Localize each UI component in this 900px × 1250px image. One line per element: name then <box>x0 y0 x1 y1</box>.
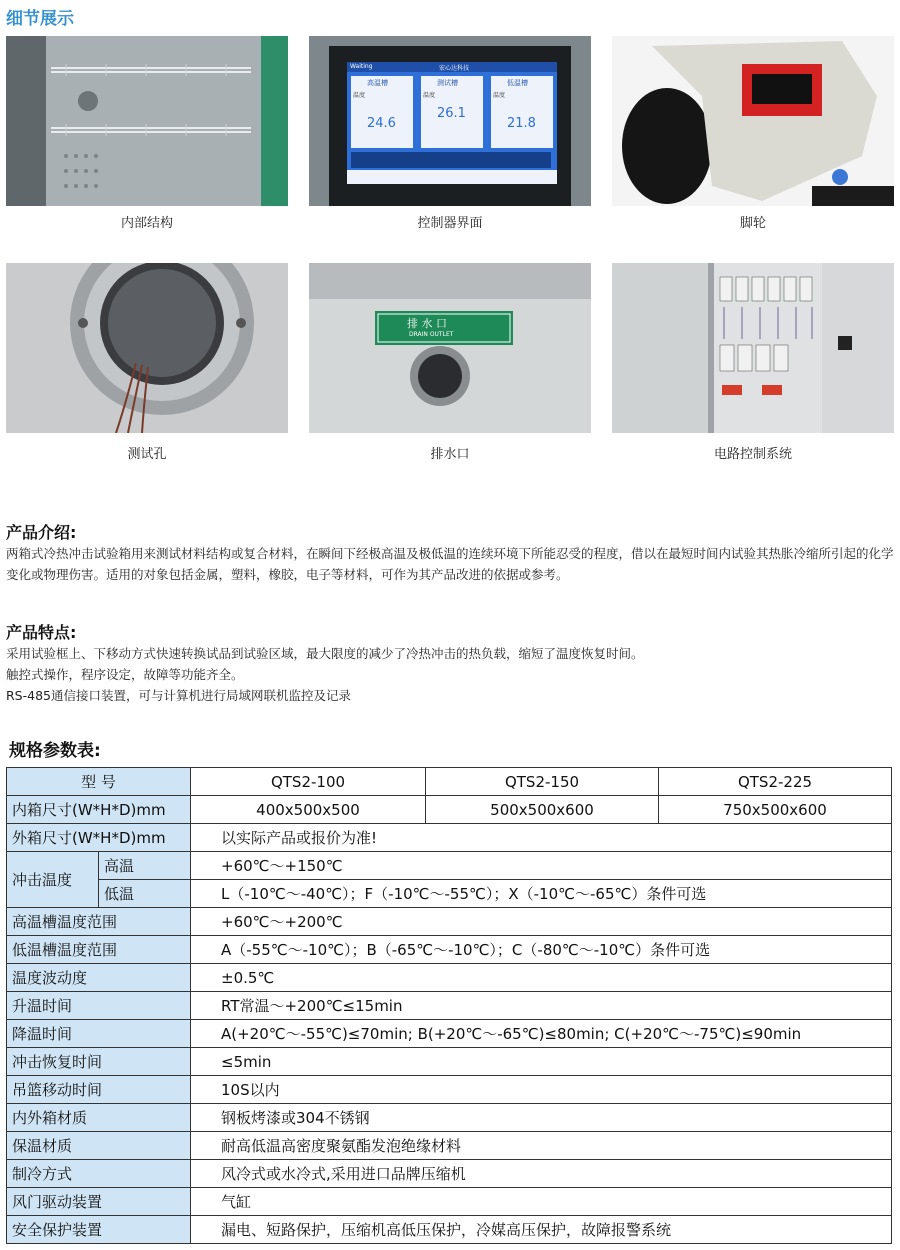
features-list <box>6 643 894 706</box>
outer-size-cell: 以实际产品或报价为准! <box>191 824 892 852</box>
spec-label: 制冷方式 <box>7 1160 191 1188</box>
drain-outlet-photo <box>309 263 591 433</box>
low-temp-label: 低温 <box>99 880 191 908</box>
spec-label: 安全保护装置 <box>7 1216 191 1244</box>
screen-zone-label: 温度 <box>493 92 506 99</box>
spec-value: A（-55℃～-10℃）；B（-65℃～-10℃）；C（-80℃～-10℃）条件可选 <box>191 936 892 964</box>
high-temp-label: 高温 <box>99 852 191 880</box>
model-cell: QTS2-150 <box>426 768 659 796</box>
table-row <box>7 880 892 908</box>
features-title: 产品特点: <box>6 623 77 642</box>
table-row <box>7 1048 892 1076</box>
screen-zone-value: 24.6 <box>367 116 396 131</box>
spec-value: 气缸 <box>191 1188 892 1216</box>
model-cell: QTS2-225 <box>659 768 892 796</box>
spec-value: 风冷式或水冷式,采用进口品牌压缩机 <box>191 1160 892 1188</box>
spec-value: +60℃～+200℃ <box>191 908 892 936</box>
model-label: 型 号 <box>7 768 191 796</box>
inner-size-cell: 750x500x600 <box>659 796 892 824</box>
interior-shelves-photo <box>6 36 288 206</box>
feature-line: 触控式操作，程序设定，故障等功能齐全。 <box>6 667 244 682</box>
spec-value: RT常温～+200℃≤15min <box>191 992 892 1020</box>
spec-label: 风门驱动装置 <box>7 1188 191 1216</box>
spec-value: 钢板烤漆或304不锈钢 <box>191 1104 892 1132</box>
table-row <box>7 936 892 964</box>
spec-label: 保温材质 <box>7 1132 191 1160</box>
photo-caption: 控制器界面 <box>417 216 483 231</box>
spec-value: A(+20℃～-55℃)≤70min; B(+20℃～-65℃)≤80min; C(+20℃～-75℃)≤90min <box>191 1020 892 1048</box>
spec-label: 升温时间 <box>7 992 191 1020</box>
table-row <box>7 796 892 824</box>
inner-size-cell: 500x500x600 <box>426 796 659 824</box>
photo-caption: 测试孔 <box>127 447 167 462</box>
drain-plate-en-text: DRAIN OUTLET <box>409 331 454 338</box>
spec-label: 冲击恢复时间 <box>7 1048 191 1076</box>
shock-temp-label: 冲击温度 <box>7 852 99 908</box>
circuit-control-photo <box>612 263 894 433</box>
photo-caption: 内部结构 <box>120 216 173 231</box>
table-row <box>7 1216 892 1244</box>
spec-label: 吊篮移动时间 <box>7 1076 191 1104</box>
spec-label: 高温槽温度范围 <box>7 908 191 936</box>
screen-zone-value: 26.1 <box>437 106 466 121</box>
spec-value: 10S以内 <box>191 1076 892 1104</box>
screen-zone-name: 测试槽 <box>437 79 458 87</box>
controller-screen-photo <box>309 36 591 206</box>
inner-size-label: 内箱尺寸(W*H*D)mm <box>7 796 191 824</box>
table-row <box>7 908 892 936</box>
test-hole-photo <box>6 263 288 433</box>
screen-zone-label: 温度 <box>353 92 366 99</box>
table-row <box>7 964 892 992</box>
screen-zone-name: 高温槽 <box>367 79 388 87</box>
screen-zone-value: 21.8 <box>507 116 536 131</box>
spec-label: 降温时间 <box>7 1020 191 1048</box>
intro-paragraph: 两箱式冷热冲击试验箱用来测试材料结构或复合材料，在瞬间下经极高温及极低温的连续环境下所能忍受的程度，借以在最短时间内试验其热胀冷缩所引起的化学变化或物理伤害。适用的对象包括金属，塑料，橡胶，电子等材料，可作为其产品改进的依据或参考。 <box>6 546 894 582</box>
spec-value: ≤5min <box>191 1048 892 1076</box>
intro-title: 产品介绍: <box>6 523 77 542</box>
feature-line: RS-485通信接口装置，可与计算机进行局域网联机监控及记录 <box>6 688 351 703</box>
table-row <box>7 852 892 880</box>
screen-brand-text: 宏心达科技 <box>439 65 470 72</box>
spec-title: 规格参数表: <box>9 741 101 761</box>
photo-caption: 排水口 <box>430 447 470 462</box>
screen-zone-name: 低温槽 <box>507 79 528 87</box>
table-row <box>7 1160 892 1188</box>
spec-value: ±0.5℃ <box>191 964 892 992</box>
screen-zone-label: 温度 <box>423 92 436 99</box>
low-temp-cell: L（-10℃～-40℃）；F（-10℃～-55℃）；X（-10℃～-65℃）条件可选 <box>191 880 892 908</box>
table-row <box>7 1188 892 1216</box>
screen-status-text: Waiting <box>350 63 373 70</box>
table-row <box>7 1104 892 1132</box>
detail-section-title: 细节展示 <box>6 9 74 29</box>
table-row <box>7 992 892 1020</box>
feature-line: 采用试验框上、下移动方式快速转换试品到试验区域，最大限度的减少了冷热冲击的热负载，缩短了温度恢复时间。 <box>6 646 644 661</box>
table-row <box>7 1076 892 1104</box>
table-row <box>7 1020 892 1048</box>
spec-label: 低温槽温度范围 <box>7 936 191 964</box>
drain-plate-cn-text: 排 水 口 <box>407 317 447 330</box>
spec-label: 温度波动度 <box>7 964 191 992</box>
spec-table <box>6 767 892 1244</box>
photo-caption: 电路控制系统 <box>713 447 792 462</box>
table-row <box>7 768 892 796</box>
spec-value: 耐高低温高密度聚氨酯发泡绝缘材料 <box>191 1132 892 1160</box>
photo-caption: 脚轮 <box>739 216 766 231</box>
outer-size-label: 外箱尺寸(W*H*D)mm <box>7 824 191 852</box>
caster-wheel-photo <box>612 36 894 206</box>
spec-value: 漏电、短路保护，压缩机高低压保护，冷媒高压保护，故障报警系统 <box>191 1216 892 1244</box>
model-cell: QTS2-100 <box>191 768 426 796</box>
high-temp-cell: +60℃～+150℃ <box>191 852 892 880</box>
spec-label: 内外箱材质 <box>7 1104 191 1132</box>
table-row <box>7 824 892 852</box>
inner-size-cell: 400x500x500 <box>191 796 426 824</box>
table-row <box>7 1132 892 1160</box>
